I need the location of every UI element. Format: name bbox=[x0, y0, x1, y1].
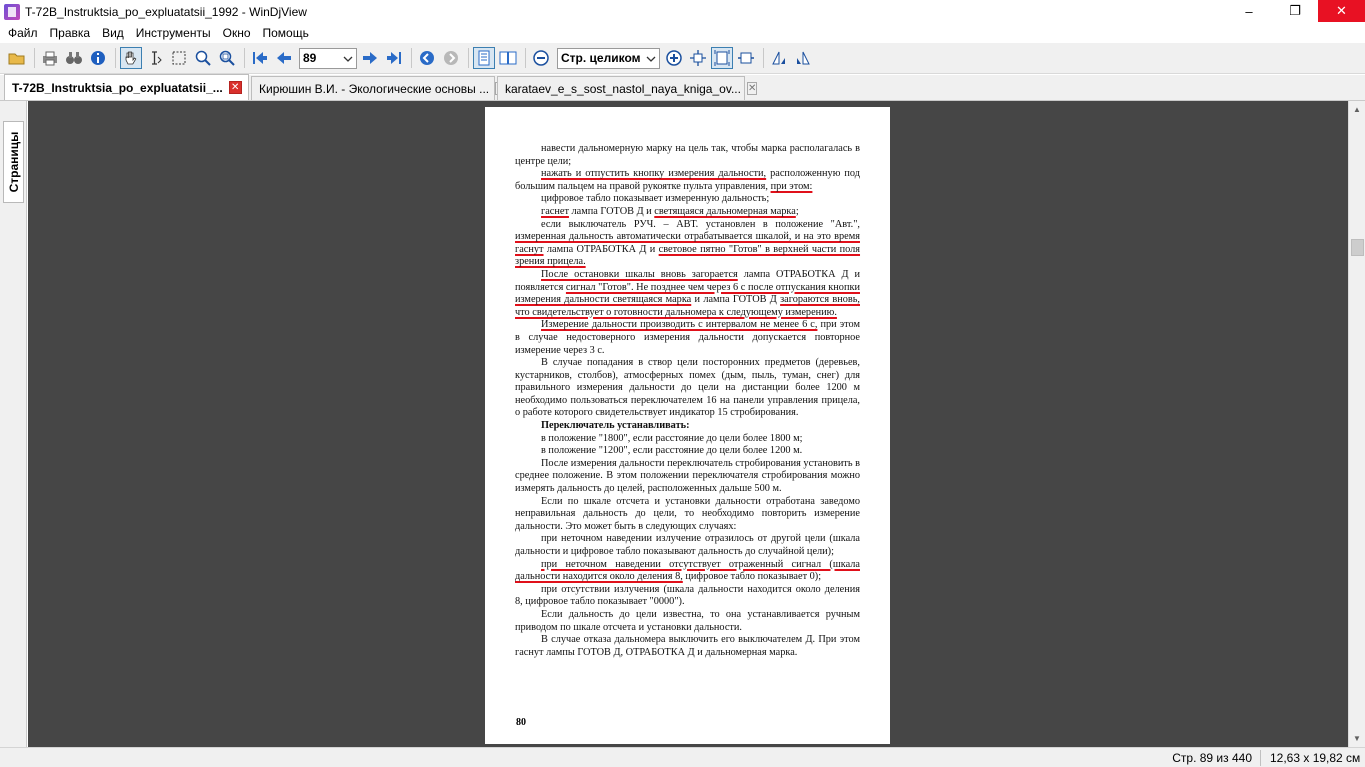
page-paragraph bbox=[515, 269, 860, 319]
menu-edit[interactable]: Правка bbox=[49, 26, 91, 40]
tab-label: karataev_e_s_sost_nastol_naya_kniga_ov... bbox=[505, 81, 741, 96]
info-icon[interactable] bbox=[87, 47, 109, 69]
page-paragraph bbox=[515, 584, 860, 609]
paragraph-text: если выключатель РУЧ. – АВТ. установлен в положение "Авт.", bbox=[541, 218, 860, 230]
hand-tool-icon[interactable] bbox=[120, 47, 142, 69]
last-page-icon[interactable] bbox=[383, 47, 405, 69]
paragraph-text: Если по шкале отсчета и установки дальности отработана заведомо неправильная дальность до цели, то необходимо повторить измерение дальности. Это может быть в следующих случаях: bbox=[515, 495, 860, 532]
page-paragraph bbox=[515, 420, 860, 433]
highlighted-text: светящаяся дальномерная марка bbox=[654, 205, 796, 217]
page-paragraph bbox=[515, 533, 860, 558]
back-icon[interactable] bbox=[416, 47, 438, 69]
chevron-down-icon bbox=[646, 54, 656, 64]
zoom-select[interactable] bbox=[557, 48, 660, 69]
toolbar-separator bbox=[525, 48, 526, 68]
paragraph-text: лампа ОТРАБОТКА Д и bbox=[543, 243, 659, 255]
paragraph-text: ; bbox=[795, 205, 799, 217]
toolbar-separator bbox=[763, 48, 764, 68]
forward-icon[interactable] bbox=[440, 47, 462, 69]
paragraph-text: в положение "1200", если расстояние до цели более 1200 м. bbox=[541, 445, 803, 457]
paragraph-text: цифровое табло показывает 0); bbox=[682, 571, 822, 583]
scroll-down-icon[interactable]: ▼ bbox=[1353, 734, 1361, 743]
page-paragraph bbox=[515, 319, 860, 357]
paragraph-text: при неточном наведении излучение отразилось от другой цели (шкала дальности и цифровое табло показывают дальность до случайной цели); bbox=[515, 533, 860, 557]
window-controls bbox=[1226, 0, 1365, 22]
tab-label: T-72B_Instruktsia_po_expluatatsii_... bbox=[12, 80, 223, 95]
scroll-up-icon[interactable]: ▲ bbox=[1353, 105, 1361, 114]
page-text bbox=[515, 143, 860, 659]
page-paragraph bbox=[515, 206, 860, 219]
highlighted-text: гаснет bbox=[541, 205, 569, 217]
page-paragraph bbox=[515, 433, 860, 446]
open-folder-icon[interactable] bbox=[6, 47, 28, 69]
page-paragraph bbox=[515, 609, 860, 634]
windjview-app-icon bbox=[4, 4, 20, 20]
page-paragraph bbox=[515, 445, 860, 458]
document-page bbox=[485, 107, 890, 744]
highlighted-text: при неточном наведении отсутствует отраженный сигнал (шкала дальности находится около деления 8, bbox=[515, 558, 860, 583]
menu-view[interactable]: Вид bbox=[102, 26, 124, 40]
zoom-in-icon[interactable] bbox=[663, 47, 685, 69]
highlighted-text: измеренная дальность автоматически отрабатывается шкалой, и на это время гаснут bbox=[515, 231, 860, 255]
paragraph-text: В случае попадания в створ цели посторонних предметов (деревьев, кустарников, столбов), атмосферных помех (дым, пыль, туман, снег) для правильного измерения дальности до цели на дистанции более 1200 м необходимо пользоваться переключателем 16 на панели управления прицела, о работе которого свидетельствует индикатор 15 стробирования. bbox=[515, 357, 860, 419]
vertical-scrollbar[interactable] bbox=[1348, 101, 1365, 747]
tab-label: Кирюшин В.И. - Экологические основы ... bbox=[259, 81, 490, 96]
highlighted-text: сигнал "Готов". Не позднее чем через 6 с после отпускания кнопки измерения дальности светящаяся марка bbox=[515, 281, 860, 306]
highlighted-text: при этом: bbox=[770, 180, 813, 192]
page-paragraph bbox=[515, 458, 860, 496]
page-paragraph bbox=[515, 219, 860, 269]
paragraph-text: лампа ОТРАБОТКА Д и появляется bbox=[515, 268, 860, 293]
paragraph-text: навести дальномерную марку на цель так, чтобы марка располагалась в центре цели; bbox=[515, 143, 860, 167]
page-paragraph bbox=[515, 496, 860, 534]
toolbar-separator bbox=[115, 48, 116, 68]
print-icon[interactable] bbox=[39, 47, 61, 69]
toolbar bbox=[0, 43, 1365, 74]
paragraph-text: лампа ГОТОВ Д и bbox=[568, 205, 655, 217]
text-select-icon[interactable] bbox=[144, 47, 166, 69]
close-tab-icon[interactable]: ✕ bbox=[229, 81, 242, 94]
close-tab-icon[interactable]: ✕ bbox=[747, 83, 757, 94]
page-paragraph bbox=[515, 143, 860, 168]
tab-karataev[interactable] bbox=[497, 76, 757, 100]
highlighted-text: загораются вновь, что свидетельствует о готовности дальномера к следующему измерению. bbox=[515, 294, 860, 318]
highlighted-text: Измерение дальности производить с интервалом не менее 6 с, bbox=[541, 319, 818, 331]
highlighted-text: После остановки шкалы вновь загорается bbox=[541, 268, 738, 280]
next-page-icon[interactable] bbox=[359, 47, 381, 69]
maximize-button[interactable]: ❐ bbox=[1289, 3, 1301, 18]
page-paragraph bbox=[515, 168, 860, 193]
highlighted-text: световое пятно "Готов" в верхней части поля зрения прицела. bbox=[515, 243, 861, 268]
pages-panel-tab[interactable] bbox=[3, 121, 24, 203]
rect-select-icon[interactable] bbox=[168, 47, 190, 69]
paragraph-text: После измерения дальности переключатель стробирования установить в среднее положение. В этом положении переключателя стробирования можно измерять дальность до целей, расположенных дальше 500 м. bbox=[515, 457, 861, 495]
page-paragraph bbox=[515, 559, 860, 584]
paragraph-text: при этом в случае недостоверного измерения дальности допускается повторное измерение через 3 с. bbox=[515, 319, 860, 356]
toolbar-separator bbox=[468, 48, 469, 68]
zoom-rect-icon[interactable] bbox=[216, 47, 238, 69]
menu-window[interactable]: Окно bbox=[222, 26, 251, 40]
chevron-down-icon bbox=[343, 54, 353, 64]
window-title: T-72B_Instruktsia_po_expluatatsii_1992 - WinDjView bbox=[25, 4, 307, 19]
status-bar bbox=[0, 747, 1365, 767]
facing-pages-icon[interactable] bbox=[497, 47, 519, 69]
status-page-count: Стр. 89 из 440 bbox=[1172, 751, 1252, 765]
document-view[interactable] bbox=[28, 101, 1348, 747]
toolbar-separator bbox=[411, 48, 412, 68]
paragraph-text: и лампа ГОТОВ Д bbox=[691, 294, 781, 306]
rotate-left-icon[interactable] bbox=[768, 47, 790, 69]
previous-page-icon[interactable] bbox=[273, 47, 295, 69]
tab-t72b[interactable] bbox=[4, 74, 249, 100]
actual-size-icon[interactable] bbox=[687, 47, 709, 69]
fit-page-icon[interactable] bbox=[711, 47, 733, 69]
paragraph-text: в положение "1800", если расстояние до цели более 1800 м; bbox=[541, 432, 803, 444]
paragraph-text: Если дальность до цели известна, то она устанавливается ручным приводом по шкале отсчета и установки дальности. bbox=[515, 608, 860, 633]
menu-file[interactable]: Файл bbox=[8, 26, 38, 40]
find-binoculars-icon[interactable] bbox=[63, 47, 85, 69]
status-divider bbox=[1260, 750, 1261, 766]
printed-page-number: 80 bbox=[516, 717, 526, 728]
highlighted-text: нажать и отпустить кнопку измерения дальности, bbox=[541, 168, 767, 180]
menu-bar bbox=[0, 23, 1365, 43]
zoom-lens-icon[interactable] bbox=[192, 47, 214, 69]
zoom-out-icon[interactable] bbox=[530, 47, 552, 69]
menu-tools[interactable]: Инструменты bbox=[135, 26, 211, 40]
pages-panel-label: Страницы bbox=[6, 131, 21, 193]
page-paragraph bbox=[515, 357, 860, 420]
fit-width-icon[interactable] bbox=[735, 47, 757, 69]
toolbar-separator bbox=[34, 48, 35, 68]
paragraph-text: при отсутствии излучения (шкала дальности находится около деления 8, цифровое табло показывает "0000"). bbox=[515, 583, 860, 608]
minimize-button[interactable]: – bbox=[1245, 3, 1253, 19]
status-page-size: 12,63 x 19,82 см bbox=[1270, 751, 1361, 765]
paragraph-text: В случае отказа дальномера выключить его выключателем Д. При этом гаснут лампы ГОТОВ Д, ОТРАБОТКА Д и дальномерная марка. bbox=[515, 634, 860, 658]
menu-help[interactable]: Помощь bbox=[262, 26, 309, 40]
page-paragraph bbox=[515, 634, 860, 659]
document-tab-bar bbox=[0, 75, 1365, 101]
rotate-right-icon[interactable] bbox=[792, 47, 814, 69]
paragraph-text: цифровое табло показывает измеренную дальность; bbox=[541, 193, 770, 205]
first-page-icon[interactable] bbox=[249, 47, 271, 69]
page-paragraph bbox=[515, 193, 860, 206]
toolbar-separator bbox=[244, 48, 245, 68]
page-number-field[interactable] bbox=[299, 48, 357, 69]
paragraph-text: расположенную под большим пальцем на правой рукоятке пульта управления, bbox=[515, 168, 860, 192]
tab-kiryushin[interactable] bbox=[251, 76, 495, 100]
close-button[interactable]: ✕ bbox=[1318, 0, 1365, 22]
page-number-value: 89 bbox=[303, 51, 317, 65]
paragraph-text: Переключатель устанавливать: bbox=[541, 420, 690, 432]
scroll-thumb[interactable] bbox=[1351, 239, 1364, 256]
title-bar bbox=[0, 0, 1365, 23]
zoom-value: Стр. целиком bbox=[561, 51, 641, 65]
single-page-icon[interactable] bbox=[473, 47, 495, 69]
side-panel bbox=[0, 101, 27, 747]
